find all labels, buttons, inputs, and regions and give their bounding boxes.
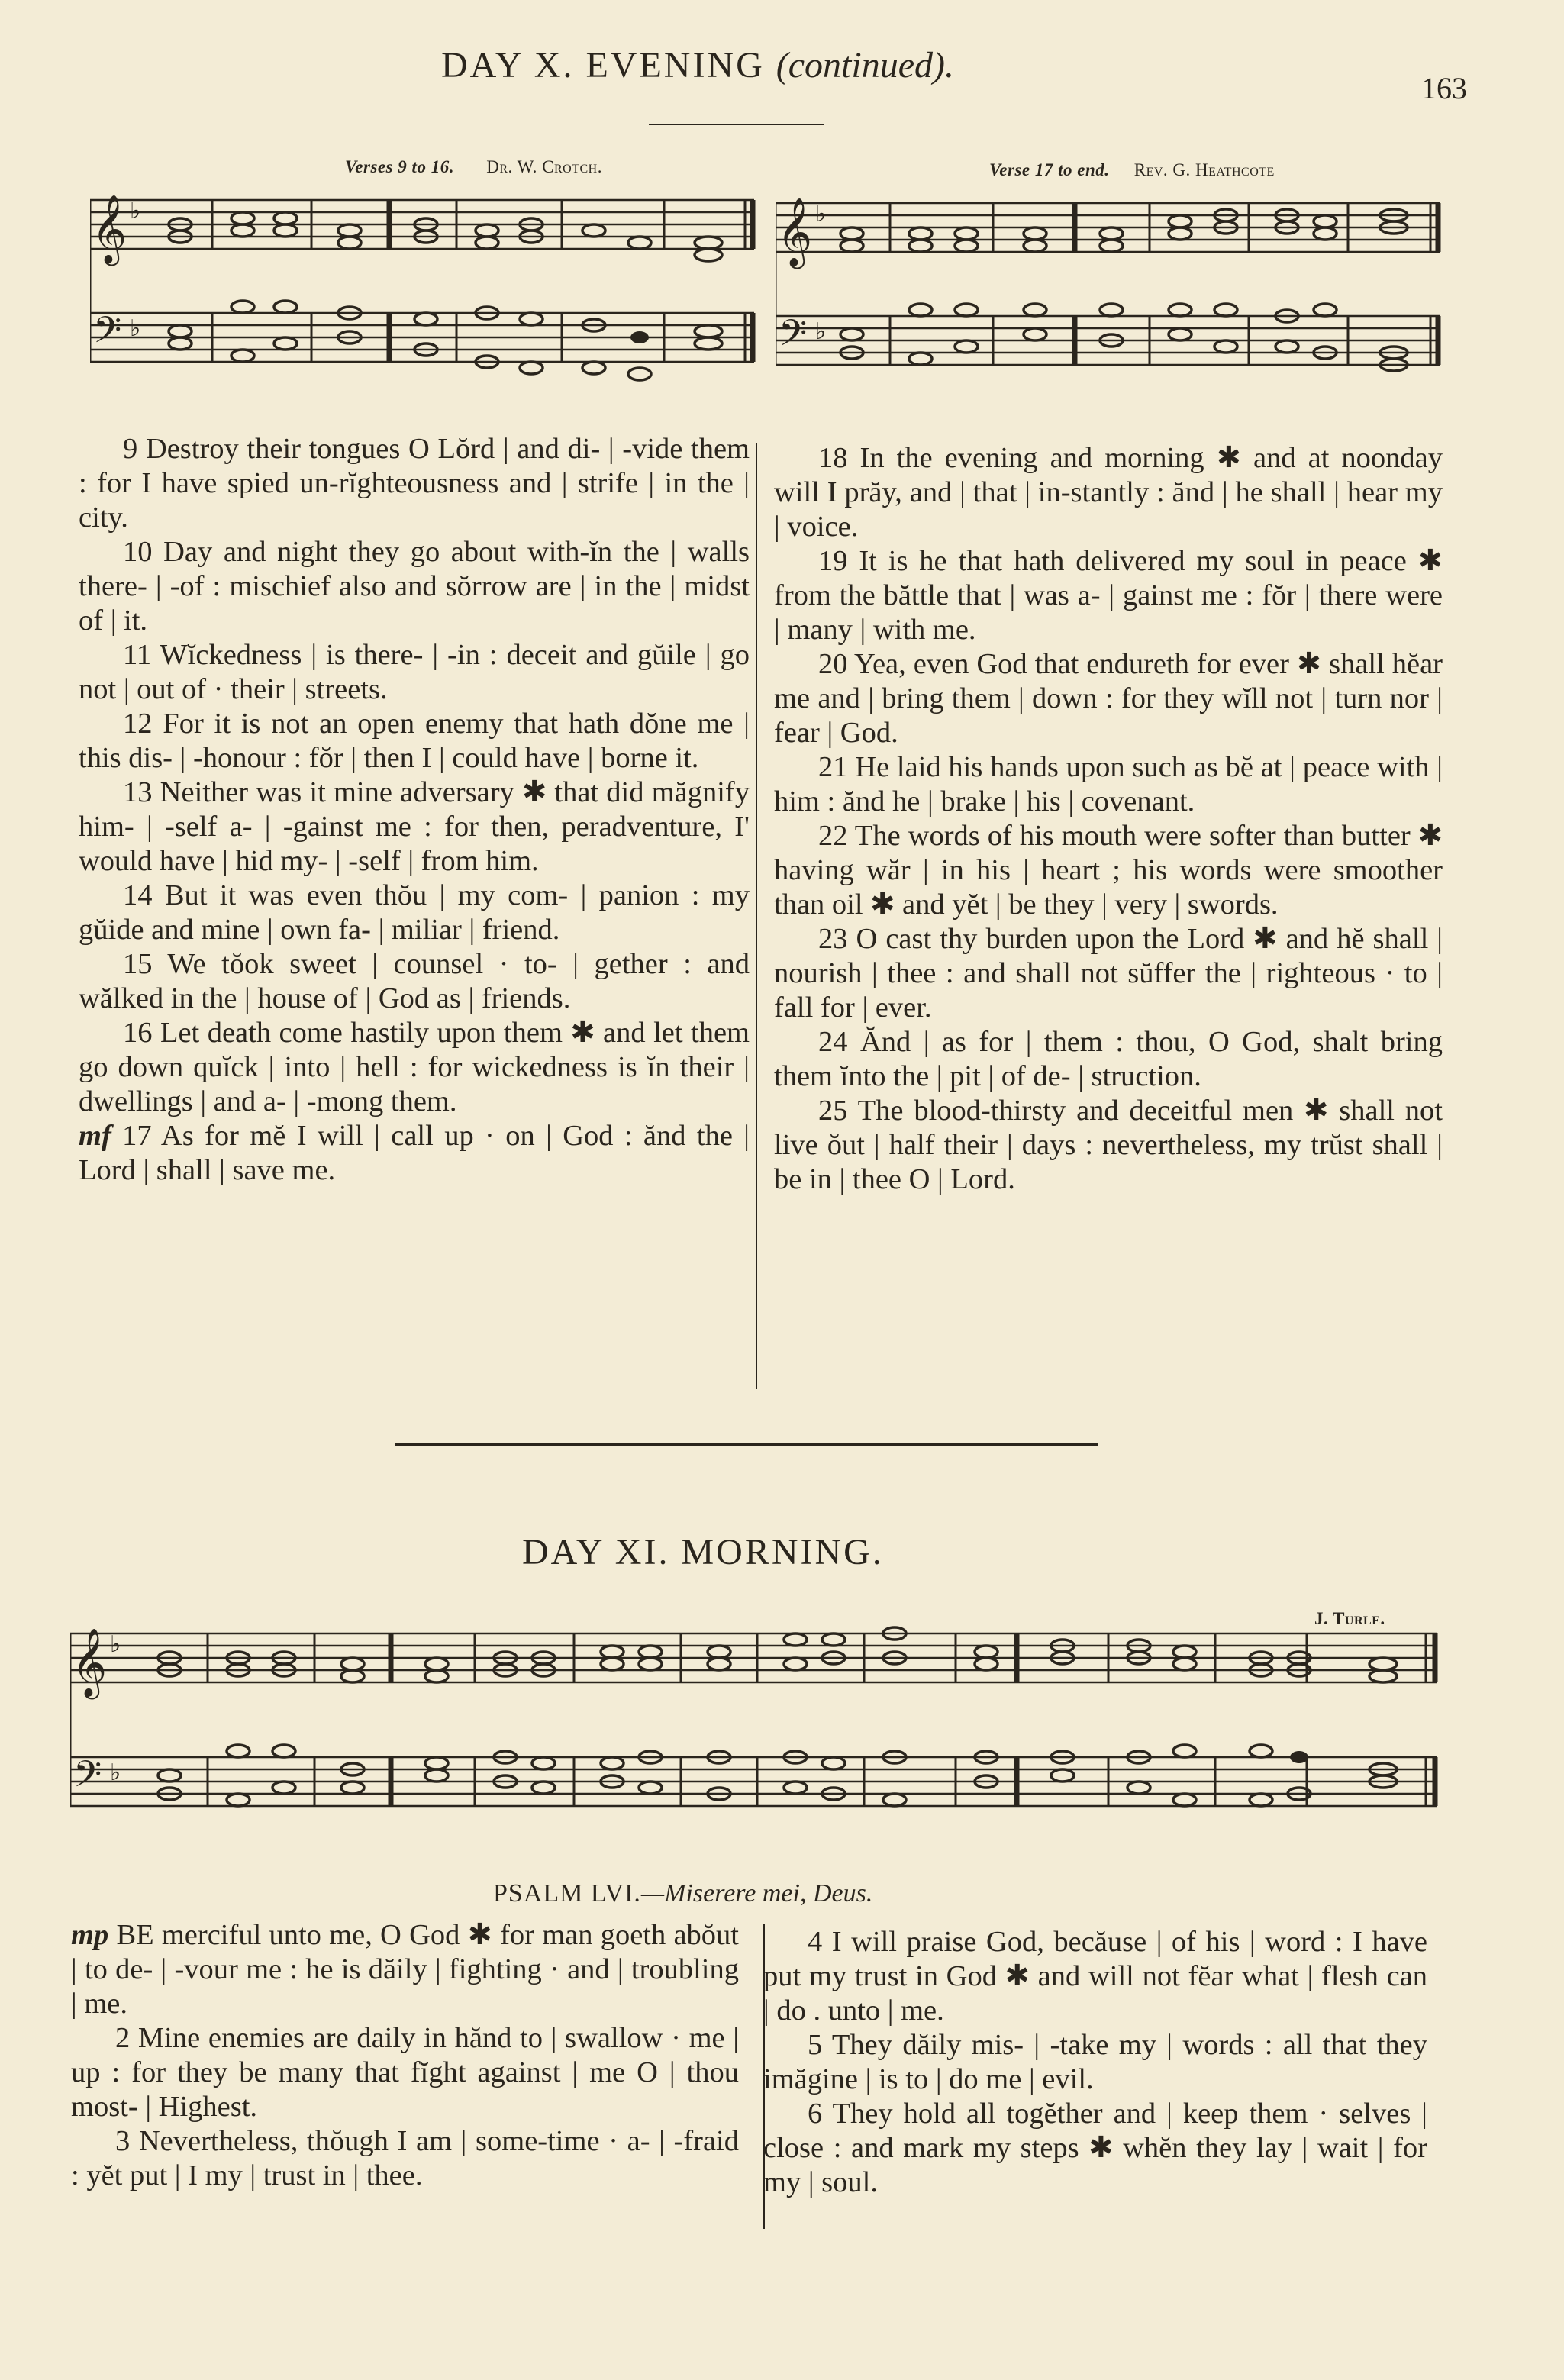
section-rule xyxy=(395,1443,1098,1446)
key-signature-flat: ♭ xyxy=(130,198,141,224)
psalm-verse: 13 Neither was it mine adversary ✱ that did măgnify him- | -self a- | -gainst me : for then, peradventure, I' would have | hid my- | -self | from him. xyxy=(79,776,750,877)
psalm-verse: 6 They hold all togĕther and | keep them · selves | close : and mark my steps ✱ whĕn they lay | wait | for my | soul. xyxy=(763,2098,1427,2198)
day11-title: DAY XI. MORNING. xyxy=(522,1532,884,1572)
dynamic-mark: mp xyxy=(71,1919,109,1951)
psalm-verse: 17 As for mĕ I will | call up · on | God : ănd the | Lord | shall | save me. xyxy=(79,1120,750,1186)
bass-clef: 𝄢 xyxy=(73,1753,102,1804)
chant-left-verses: Verses 9 to 16. xyxy=(345,157,454,176)
chant-score-day11 xyxy=(70,1617,1444,1846)
psalm-verse: 16 Let death come hastily upon them ✱ and let them go down quĭck | into | hell : for wickedness is ĭn their | dwellings | and a- | -mong them. xyxy=(79,1017,750,1117)
column-divider xyxy=(756,443,757,1389)
psalm56-right-column xyxy=(763,1925,1427,2200)
psalm-number: PSALM LVI. xyxy=(493,1879,641,1908)
psalm-latin-title: —Miserere mei, Deus. xyxy=(640,1879,873,1908)
psalm-verse: 4 I will praise God, becăuse | of his | word : I have put my trust in God ✱ and will not fĕar what | flesh can | do . unto | me. xyxy=(763,1926,1427,2027)
treble-clef: 𝄞 xyxy=(92,195,127,263)
psalm-verse: 21 He laid his hands upon such as bĕ at | peace with | him : ănd he | brake | his | covenant. xyxy=(774,751,1443,818)
psalm-verse: 3 Nevertheless, thŏugh I am | some-time · a- | -fraid : yĕt put | I my | trust in | thee. xyxy=(71,2125,739,2191)
psalm-verse: 11 Wĭckedness | is there- | -in : deceit and gŭile | go not | out of · their | streets. xyxy=(79,639,750,705)
chant-left-credit xyxy=(345,157,602,177)
psalm-title xyxy=(493,1879,872,1908)
bass-clef: 𝄢 xyxy=(779,311,808,363)
day11-composer: J. Turle. xyxy=(1314,1609,1385,1628)
psalm-verse: BE merciful unto me, O God ✱ for man goeth abŏut | to de- | -vour me : he is dăily | fighting · and | troubling | me. xyxy=(71,1919,740,2020)
page-title: DAY X. EVENING xyxy=(441,45,765,85)
chant-score-right xyxy=(776,186,1447,408)
key-signature-flat: ♭ xyxy=(815,318,827,345)
treble-clef: 𝄞 xyxy=(777,198,813,266)
psalm56-left-column xyxy=(71,1918,739,2193)
psalm-verse: 18 In the evening and morning ✱ and at noonday will I prăy, and | that | in-stantly : ănd | he shall | hear my | voice. xyxy=(774,442,1443,543)
psalm-verse: 22 The words of his mouth were softer than butter ✱ having wăr | in his | heart ; his words were smoother than oil ✱ and yĕt | be they | very | swords. xyxy=(774,820,1443,921)
psalm-left-column xyxy=(79,432,750,1188)
key-signature-flat: ♭ xyxy=(110,1759,121,1786)
key-signature-flat: ♭ xyxy=(130,315,141,342)
bass-staff xyxy=(776,316,1440,365)
psalm-verse: 20 Yea, even God that endureth for ever ✱ shall hĕar me and | bring them | down : for they wĭll not | turn nor | fear | God. xyxy=(774,648,1443,749)
key-signature-flat: ♭ xyxy=(110,1631,121,1658)
chant-right-credit xyxy=(989,160,1275,180)
chant-notes xyxy=(840,209,1408,371)
psalm-verse: 25 The blood-thirsty and deceitful men ✱ shall not live ŏut | half their | days : nevertheless, my trŭst shall | be in | thee O | Lord. xyxy=(774,1095,1443,1195)
page-title-continued: (continued). xyxy=(776,45,954,85)
bass-staff xyxy=(70,1757,1437,1806)
psalm-right-column xyxy=(774,441,1443,1197)
psalm-verse: 24 Ănd | as for | them : thou, O God, shalt bring them ĭnto the | pit | of de- | struction. xyxy=(774,1026,1443,1092)
psalm-verse: 14 But it was even thŏu | my com- | panion : my gŭide and mine | own fa- | miliar | friend. xyxy=(79,879,750,946)
psalm-verse: 12 For it is not an open enemy that hath dŏne me | this dis- | -honour : fŏr | then I | could have | borne it. xyxy=(79,708,750,774)
chant-right-composer: Rev. G. Heathcote xyxy=(1133,160,1275,179)
psalm-verse: 9 Destroy their tongues O Lŏrd | and di- | -vide them : for I have spied un-rĭghteousness and | strife | in the | city. xyxy=(79,433,750,534)
chant-score-left xyxy=(90,183,762,412)
key-signature-flat: ♭ xyxy=(815,201,827,227)
psalm-verse: 2 Mine enemies are daily in hănd to | swallow · me | up : for they be many that fĭght against | me O | thou most- | Highest. xyxy=(71,2022,739,2123)
psalm-verse: 10 Day and night they go about with-ĭn the | walls there- | -of : mischief also and sŏrrow are | in the | midst of | it. xyxy=(79,536,750,637)
psalm-verse-1 xyxy=(71,1918,739,2021)
header-rule xyxy=(649,124,824,125)
psalm-verse-17 xyxy=(79,1119,750,1188)
chant-left-composer: Dr. W. Crotch. xyxy=(486,157,602,176)
psalm-verse: 15 We tŏok sweet | counsel · to- | gether : and wălked in the | house of | God as | friends. xyxy=(79,948,750,1014)
psalm-verse: 23 O cast thy burden upon the Lord ✱ and hĕ shall | nourish | thee : and shall not sŭffer the | righteous · to | fall for | ever. xyxy=(774,923,1443,1024)
chant-notes xyxy=(158,1627,1397,1806)
page-header xyxy=(441,44,954,86)
bass-clef: 𝄢 xyxy=(93,308,122,360)
page-number: 163 xyxy=(1421,71,1467,105)
chant-right-verses: Verse 17 to end. xyxy=(989,160,1110,179)
dynamic-mark: mf xyxy=(79,1120,111,1152)
psalm-verse: 19 It is he that hath delivered my soul in peace ✱ from the băttle that | was a- | gainst me : fŏr | there were | many | with me. xyxy=(774,545,1443,646)
psalm-verse: 5 They dăily mis- | -take my | words : all that they imăgine | is to | do me | evil. xyxy=(763,2029,1427,2095)
treble-clef: 𝄞 xyxy=(72,1628,108,1697)
